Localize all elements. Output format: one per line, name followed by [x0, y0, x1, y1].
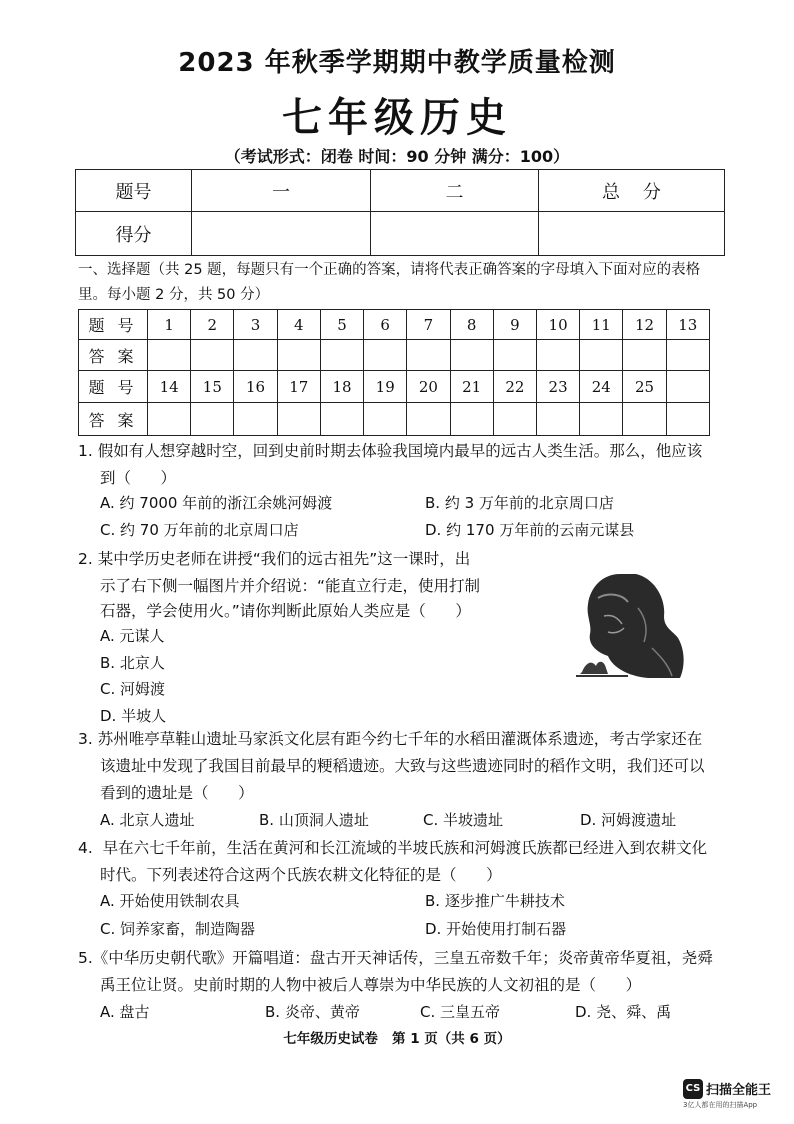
answer-cell[interactable]	[493, 403, 536, 436]
answer-cell[interactable]	[450, 403, 493, 436]
answer-cell[interactable]	[191, 403, 234, 436]
num-cell: 19	[364, 371, 407, 403]
answer-cell[interactable]	[364, 340, 407, 371]
num-cell: 17	[277, 371, 320, 403]
answer-cell[interactable]	[320, 340, 363, 371]
q2-stem-line1: 2. 某中学历史老师在讲授“我们的远古祖先”这一课时，出	[78, 550, 471, 568]
ans-label: 答 案	[79, 403, 148, 436]
num-cell: 15	[191, 371, 234, 403]
q4-option-b: B. 逐步推广牛耕技术	[425, 892, 565, 910]
score-header-section1: 一	[192, 170, 371, 212]
q5-stem-line1: 5.《中华历史朝代歌》开篇唱道：盘古开天神话传，三皇五帝数千年；炎帝黄帝华夏祖，尧舜	[78, 949, 713, 967]
answer-cell[interactable]	[407, 340, 450, 371]
num-cell: 4	[277, 310, 320, 340]
watermark-name: 扫描全能王	[706, 1083, 772, 1098]
answer-cell[interactable]	[364, 403, 407, 436]
num-label: 题 号	[79, 371, 148, 403]
q3-option-d: D. 河姆渡遗址	[580, 811, 677, 829]
answer-cell[interactable]	[623, 340, 666, 371]
score-table	[75, 169, 725, 256]
num-cell: 9	[493, 310, 536, 340]
num-cell: 1	[148, 310, 191, 340]
answer-cell[interactable]	[277, 403, 320, 436]
num-cell: 21	[450, 371, 493, 403]
q5-stem-line2: 禹王位让贤。史前时期的人物中被后人尊崇为中华民族的人文初祖的是（ ）	[100, 976, 642, 994]
answer-cell[interactable]	[580, 403, 623, 436]
q3-stem-line1: 3. 苏州唯亭草鞋山遗址马家浜文化层有距今约七千年的水稻田灌溉体系遗迹，考古学家还在	[78, 730, 703, 748]
answer-cell[interactable]	[536, 340, 579, 371]
num-cell: 14	[148, 371, 191, 403]
q3-stem-line3: 看到的遗址是（ ）	[100, 784, 254, 802]
answer-num-row-2	[79, 371, 710, 403]
answer-table	[78, 309, 710, 436]
q1-option-d: D. 约 170 万年前的云南元谋县	[425, 521, 635, 539]
score-header-total: 总 分	[539, 170, 725, 212]
q4-option-c: C. 饲养家畜，制造陶器	[100, 920, 256, 938]
score-row-label: 得分	[76, 212, 192, 256]
answer-cell	[666, 403, 709, 436]
camscanner-logo-icon: CS	[683, 1079, 703, 1099]
q4-stem-line1: 4. 早在六七千年前，生活在黄河和长江流域的半坡氏族和河姆渡氏族都已经进入到农耕文化	[78, 839, 708, 857]
section1-instruction: 一、选择题（共 25 题，每题只有一个正确的答案，请将代表正确答案的字母填入下面对应的表格里。每小题 2 分，共 50 分）	[78, 262, 701, 303]
q1-stem-line2: 到（ ）	[100, 469, 177, 487]
primitive-human-bust-image	[568, 568, 693, 683]
q1-option-a: A. 约 7000 年前的浙江余姚河姆渡	[100, 494, 333, 512]
num-cell: 13	[666, 310, 709, 340]
q3-option-b: B. 山顶洞人遗址	[259, 811, 369, 829]
q2-stem-line3: 石器，学会使用火。”请你判断此原始人类应是（ ）	[100, 602, 471, 620]
q3-option-c: C. 半坡遗址	[423, 811, 504, 829]
num-cell: 2	[191, 310, 234, 340]
q2-stem-line2: 示了右下侧一幅图片并介绍说：“能直立行走，使用打制	[100, 577, 481, 595]
num-cell: 25	[623, 371, 666, 403]
num-cell: 16	[234, 371, 277, 403]
scanner-watermark	[683, 1078, 771, 1110]
q3-option-a: A. 北京人遗址	[100, 811, 195, 829]
answer-cell[interactable]	[320, 403, 363, 436]
page-footer: 七年级历史试卷 第 1 页（共 6 页）	[283, 1031, 511, 1047]
q2-option-c: C. 河姆渡	[100, 680, 166, 698]
num-cell: 5	[320, 310, 363, 340]
q2-option-a: A. 元谋人	[100, 627, 165, 645]
answer-cell[interactable]	[580, 340, 623, 371]
q1-option-c: C. 约 70 万年前的北京周口店	[100, 521, 299, 539]
num-cell: 11	[580, 310, 623, 340]
num-cell: 24	[580, 371, 623, 403]
num-cell: 23	[536, 371, 579, 403]
watermark-subtitle: 3亿人都在用的扫描App	[683, 1100, 758, 1109]
q2-option-d: D. 半坡人	[100, 707, 167, 725]
num-cell: 18	[320, 371, 363, 403]
answer-cell[interactable]	[450, 340, 493, 371]
score-cell-section1	[192, 212, 371, 256]
score-header-section2: 二	[371, 170, 539, 212]
answer-cell[interactable]	[148, 340, 191, 371]
num-cell: 8	[450, 310, 493, 340]
answer-cell[interactable]	[277, 340, 320, 371]
score-cell-total	[539, 212, 725, 256]
num-cell: 3	[234, 310, 277, 340]
num-cell: 22	[493, 371, 536, 403]
q5-option-b: B. 炎帝、黄帝	[265, 1003, 360, 1021]
exam-title: 2023 年秋季学期期中教学质量检测	[178, 48, 616, 78]
answer-cell[interactable]	[666, 340, 709, 371]
answer-row-1	[79, 340, 710, 371]
answer-cell[interactable]	[148, 403, 191, 436]
answer-cell[interactable]	[536, 403, 579, 436]
num-cell	[666, 371, 709, 403]
q1-stem-line1: 1. 假如有人想穿越时空，回到史前时期去体验我国境内最早的远古人类生活。那么，他应该	[78, 442, 703, 460]
q4-option-d: D. 开始使用打制石器	[425, 920, 567, 938]
num-label: 题 号	[79, 310, 148, 340]
answer-cell[interactable]	[493, 340, 536, 371]
answer-cell[interactable]	[234, 340, 277, 371]
q5-option-a: A. 盘古	[100, 1003, 150, 1021]
answer-cell[interactable]	[191, 340, 234, 371]
q1-option-b: B. 约 3 万年前的北京周口店	[425, 494, 614, 512]
score-header-label: 题号	[76, 170, 192, 212]
q4-stem-line2: 时代。下列表述符合这两个氏族农耕文化特征的是（ ）	[100, 866, 502, 884]
subject-title: 七年级历史	[282, 94, 512, 141]
exam-info: （考试形式：闭卷 时间：90 分钟 满分：100）	[224, 147, 570, 166]
q4-option-a: A. 开始使用铁制农具	[100, 892, 240, 910]
num-cell: 6	[364, 310, 407, 340]
answer-cell[interactable]	[623, 403, 666, 436]
num-cell: 7	[407, 310, 450, 340]
q5-option-c: C. 三皇五帝	[420, 1003, 501, 1021]
ans-label: 答 案	[79, 340, 148, 371]
q5-option-d: D. 尧、舜、禹	[575, 1003, 672, 1021]
q3-stem-line2: 该遗址中发现了我国目前最早的粳稻遗迹。大致与这些遗迹同时的稻作文明，我们还可以	[100, 757, 705, 775]
answer-cell[interactable]	[234, 403, 277, 436]
answer-row-2	[79, 403, 710, 436]
answer-cell[interactable]	[407, 403, 450, 436]
score-cell-section2	[371, 212, 539, 256]
num-cell: 10	[536, 310, 579, 340]
q2-option-b: B. 北京人	[100, 654, 165, 672]
num-cell: 20	[407, 371, 450, 403]
num-cell: 12	[623, 310, 666, 340]
answer-num-row-1	[79, 310, 710, 340]
